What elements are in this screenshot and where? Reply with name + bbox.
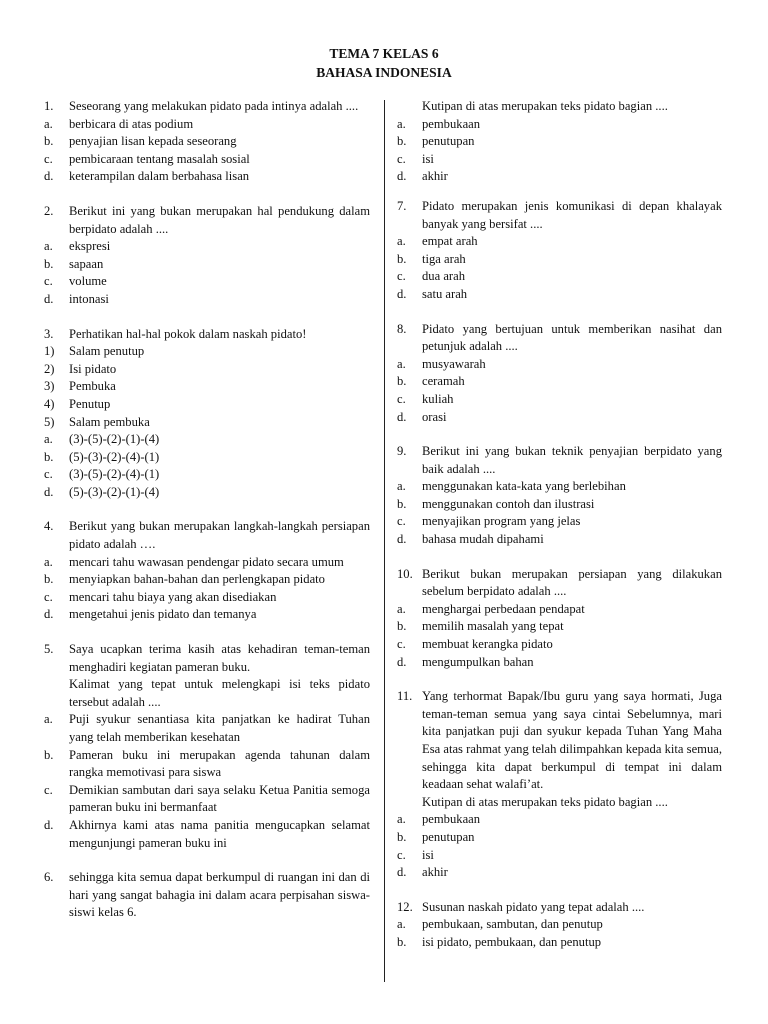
question-text: Berikut bukan merupakan persiapan yang dilakukan sebelum berpidato adalah .... <box>422 566 722 599</box>
page-subtitle: BAHASA INDONESIA <box>316 65 452 80</box>
options <box>44 431 370 501</box>
option-item <box>397 286 722 304</box>
option-letter: a. <box>44 554 53 569</box>
question-number: 6. <box>44 870 54 885</box>
option-item <box>44 782 370 817</box>
option-letter: 3) <box>44 379 55 394</box>
option-letter: b. <box>44 449 54 464</box>
right-column <box>397 98 722 969</box>
option-item <box>397 531 722 549</box>
option-item <box>44 571 370 589</box>
option-item <box>397 133 722 151</box>
option-letter: b. <box>44 747 54 762</box>
options <box>397 811 722 881</box>
question-number: 4. <box>44 519 54 534</box>
options <box>397 916 722 951</box>
option-text: akhir <box>422 169 448 184</box>
option-text: volume <box>69 274 107 289</box>
numbered-items <box>44 343 370 431</box>
option-item <box>44 116 370 134</box>
question-number: 11. <box>397 689 413 704</box>
option-item <box>397 151 722 169</box>
question-number: 9. <box>397 444 407 459</box>
option-text: Puji syukur senantiasa kita panjatkan ke hadirat Tuhan yang telah memberikan kesehatan <box>69 712 370 744</box>
option-item <box>397 251 722 269</box>
option-item <box>397 829 722 847</box>
option-text: Demikian sambutan dari saya selaku Ketua Panitia semoga pameran buku ini bermanfaat <box>69 782 370 815</box>
option-text: mencari tahu wawasan pendengar pidato secara umum <box>69 554 344 569</box>
option-text: Salam pembuka <box>69 414 150 429</box>
option-letter: b. <box>44 572 54 587</box>
option-item <box>44 466 370 484</box>
option-item <box>44 291 370 309</box>
option-text: (5)-(3)-(2)-(1)-(4) <box>69 484 160 499</box>
question-10 <box>397 566 722 672</box>
question-text: Berikut yang bukan merupakan langkah-langkah persiapan pidato adalah …. <box>69 519 370 552</box>
option-item <box>397 373 722 391</box>
options <box>397 356 722 426</box>
option-letter: a. <box>44 116 53 131</box>
option-letter: c. <box>44 782 53 797</box>
option-text: Isi pidato <box>69 361 117 376</box>
option-text: musyawarah <box>422 356 486 371</box>
question-1 <box>44 98 370 186</box>
option-text: pembukaan <box>422 812 481 827</box>
option-item <box>397 233 722 251</box>
option-letter: b. <box>397 934 407 949</box>
option-letter: d. <box>44 291 54 306</box>
option-text: Penutup <box>69 396 111 411</box>
question-number: 10. <box>397 566 413 581</box>
option-letter: b. <box>397 374 407 389</box>
option-letter: 2) <box>44 361 55 376</box>
option-item <box>397 116 722 134</box>
option-text: penutupan <box>422 134 475 149</box>
column-divider <box>384 100 385 982</box>
option-text: mengetahui jenis pidato dan temanya <box>69 607 257 622</box>
option-letter: b. <box>397 829 407 844</box>
question-2 <box>44 203 370 309</box>
options <box>397 116 722 186</box>
option-item <box>44 361 370 379</box>
option-letter: d. <box>397 409 407 424</box>
option-item <box>44 431 370 449</box>
option-item <box>44 449 370 467</box>
option-text: dua arah <box>422 269 466 284</box>
option-text: menyiapkan bahan-bahan dan perlengkapan pidato <box>69 572 325 587</box>
option-text: sapaan <box>69 256 104 271</box>
option-text: empat arah <box>422 234 478 249</box>
option-letter: a. <box>44 432 53 447</box>
option-text: berbicara di atas podium <box>69 116 194 131</box>
option-item <box>397 864 722 882</box>
question-number: 12. <box>397 899 413 914</box>
option-item <box>397 847 722 865</box>
question-number: 8. <box>397 321 407 336</box>
option-text: pembukaan, sambutan, dan penutup <box>422 917 603 932</box>
option-item <box>397 636 722 654</box>
option-text: isi <box>422 847 434 862</box>
option-text: isi <box>422 151 434 166</box>
option-item <box>44 414 370 432</box>
option-text: membuat kerangka pidato <box>422 637 553 652</box>
option-item <box>397 391 722 409</box>
question-11 <box>397 688 722 882</box>
option-text: Pameran buku ini merupakan agenda tahunan dalam rangka memotivasi para siswa <box>69 747 370 780</box>
option-item <box>44 273 370 291</box>
question-number: 7. <box>397 198 407 213</box>
option-text: pembukaan <box>422 116 481 131</box>
option-letter: d. <box>44 607 54 622</box>
option-letter: 4) <box>44 396 55 411</box>
option-letter: d. <box>397 865 407 880</box>
option-text: tiga arah <box>422 251 466 266</box>
question-number: 5. <box>44 642 54 657</box>
option-text: (3)-(5)-(2)-(1)-(4) <box>69 432 160 447</box>
option-letter: c. <box>44 274 53 289</box>
option-letter: 5) <box>44 414 55 429</box>
question-text: Berikut ini yang bukan merupakan hal pendukung dalam berpidato adalah .... <box>69 203 370 236</box>
option-item <box>397 268 722 286</box>
option-text: penutupan <box>422 829 475 844</box>
option-item <box>44 396 370 414</box>
question-number: 3. <box>44 326 54 341</box>
option-letter: c. <box>397 847 406 862</box>
option-letter: a. <box>397 479 406 494</box>
option-letter: b. <box>397 134 407 149</box>
left-column <box>44 98 370 939</box>
question-instruction: Kutipan di atas merupakan teks pidato bagian .... <box>422 99 668 113</box>
question-text: Saya ucapkan terima kasih atas kehadiran teman-teman menghadiri kegiatan pameran buku. <box>69 642 370 674</box>
option-item <box>44 747 370 782</box>
option-item <box>44 554 370 572</box>
options <box>397 233 722 303</box>
option-item <box>44 238 370 256</box>
question-5 <box>44 641 370 852</box>
option-letter: c. <box>44 467 53 482</box>
option-letter: d. <box>44 817 54 832</box>
option-text: akhir <box>422 865 448 880</box>
option-letter: a. <box>397 356 406 371</box>
option-letter: c. <box>44 151 53 166</box>
option-text: keterampilan dalam berbahasa lisan <box>69 169 250 184</box>
option-letter: a. <box>397 116 406 131</box>
option-letter: 1) <box>44 344 55 359</box>
question-text: Berikut ini yang bukan teknik penyajian berpidato yang baik adalah .... <box>422 444 722 476</box>
option-letter: d. <box>397 169 407 184</box>
option-item <box>44 343 370 361</box>
question-8 <box>397 321 722 427</box>
option-text: (5)-(3)-(2)-(4)-(1) <box>69 449 160 464</box>
option-text: menghargai perbedaan pendapat <box>422 601 585 616</box>
option-item <box>397 811 722 829</box>
option-item <box>44 168 370 186</box>
options <box>44 238 370 308</box>
option-item <box>44 606 370 624</box>
option-text: pembicaraan tentang masalah sosial <box>69 151 250 166</box>
question-6 <box>44 869 370 922</box>
option-text: orasi <box>422 409 447 424</box>
option-letter: c. <box>397 514 406 529</box>
option-text: mencari tahu biaya yang akan disediakan <box>69 589 277 604</box>
option-letter: b. <box>44 256 54 271</box>
options <box>397 601 722 671</box>
option-text: bahasa mudah dipahami <box>422 532 544 547</box>
option-letter: d. <box>44 484 54 499</box>
option-letter: b. <box>397 251 407 266</box>
question-instruction: Kutipan di atas merupakan teks pidato bagian .... <box>422 794 668 809</box>
option-text: menggunakan contoh dan ilustrasi <box>422 496 595 511</box>
option-text: menyajikan program yang jelas <box>422 514 581 529</box>
question-text: sehingga kita semua dapat berkumpul di ruangan ini dan di hari yang sangat bahagia ini dalam acara perpisahan siswa-siswi kelas 6. <box>69 870 370 920</box>
option-text: ekspresi <box>69 239 111 254</box>
option-text: kuliah <box>422 391 454 406</box>
question-text: Seseorang yang melakukan pidato pada intinya adalah .... <box>69 99 359 113</box>
option-letter: c. <box>44 589 53 604</box>
option-letter: c. <box>397 391 406 406</box>
question-7 <box>397 198 722 304</box>
option-letter: d. <box>44 169 54 184</box>
question-text: Perhatikan hal-hal pokok dalam naskah pidato! <box>69 326 307 341</box>
option-item <box>397 513 722 531</box>
option-item <box>397 601 722 619</box>
options <box>44 116 370 186</box>
option-text: menggunakan kata-kata yang berlebihan <box>422 479 626 494</box>
option-letter: d. <box>397 654 407 669</box>
option-letter: b. <box>397 496 407 511</box>
option-text: (3)-(5)-(2)-(4)-(1) <box>69 467 160 482</box>
question-6-continued <box>397 98 722 186</box>
option-item <box>44 256 370 274</box>
question-9 <box>397 443 722 549</box>
option-item <box>397 356 722 374</box>
question-3 <box>44 326 370 502</box>
option-item <box>397 934 722 952</box>
question-4 <box>44 518 370 624</box>
option-item <box>44 133 370 151</box>
option-item <box>397 478 722 496</box>
option-text: Akhirnya kami atas nama panitia mengucapkan selamat mengunjungi pameran buku ini <box>69 817 370 850</box>
option-text: Salam penutup <box>69 344 145 359</box>
question-number: 2. <box>44 203 54 218</box>
option-letter: b. <box>44 134 54 149</box>
question-text: Susunan naskah pidato yang tepat adalah .... <box>422 899 645 914</box>
option-text: intonasi <box>69 291 109 306</box>
option-letter: d. <box>397 286 407 301</box>
option-text: ceramah <box>422 374 465 389</box>
option-letter: a. <box>397 601 406 616</box>
option-text: memilih masalah yang tepat <box>422 619 564 634</box>
option-letter: a. <box>397 917 406 932</box>
option-letter: b. <box>397 619 407 634</box>
options <box>44 554 370 624</box>
option-item <box>397 916 722 934</box>
option-letter: c. <box>397 637 406 652</box>
question-text: Pidato yang bertujuan untuk memberikan nasihat dan petunjuk adalah .... <box>422 321 722 354</box>
option-letter: c. <box>397 269 406 284</box>
option-item <box>44 589 370 607</box>
page-title: TEMA 7 KELAS 6 <box>329 46 439 61</box>
option-item <box>44 484 370 502</box>
option-item <box>44 151 370 169</box>
option-letter: a. <box>44 712 53 727</box>
question-number: 1. <box>44 99 54 113</box>
page-header <box>0 44 768 82</box>
question-text: Yang terhormat Bapak/Ibu guru yang saya hormati, Juga teman-teman semua yang saya cintai Sebelumnya, mari kita panjatkan puji dan syukur kepada Tuhan Yang Maha Esa atas rahmat yang telah dilimpahkan kepada kita semua, sehingga kita dapat berkumpul di tempat ini dalam keadaan sehat walafi’at. <box>422 689 722 792</box>
option-item <box>397 168 722 186</box>
question-instruction: Kalimat yang tepat untuk melengkapi isi teks pidato tersebut adalah .... <box>69 677 370 709</box>
option-item <box>397 496 722 514</box>
option-text: satu arah <box>422 286 468 301</box>
option-item <box>44 817 370 852</box>
option-item <box>397 409 722 427</box>
option-text: penyajian lisan kepada seseorang <box>69 134 237 149</box>
option-item <box>44 711 370 746</box>
option-item <box>44 378 370 396</box>
option-item <box>397 654 722 672</box>
option-letter: a. <box>397 812 406 827</box>
question-text: Pidato merupakan jenis komunikasi di depan khalayak banyak yang bersifat .... <box>422 198 722 231</box>
question-12 <box>397 899 722 952</box>
option-item <box>397 618 722 636</box>
options <box>44 711 370 852</box>
option-letter: a. <box>44 239 53 254</box>
option-letter: c. <box>397 151 406 166</box>
option-letter: a. <box>397 234 406 249</box>
option-text: mengumpulkan bahan <box>422 654 534 669</box>
option-text: isi pidato, pembukaan, dan penutup <box>422 934 602 949</box>
options <box>397 478 722 548</box>
option-letter: d. <box>397 532 407 547</box>
option-text: Pembuka <box>69 379 116 394</box>
